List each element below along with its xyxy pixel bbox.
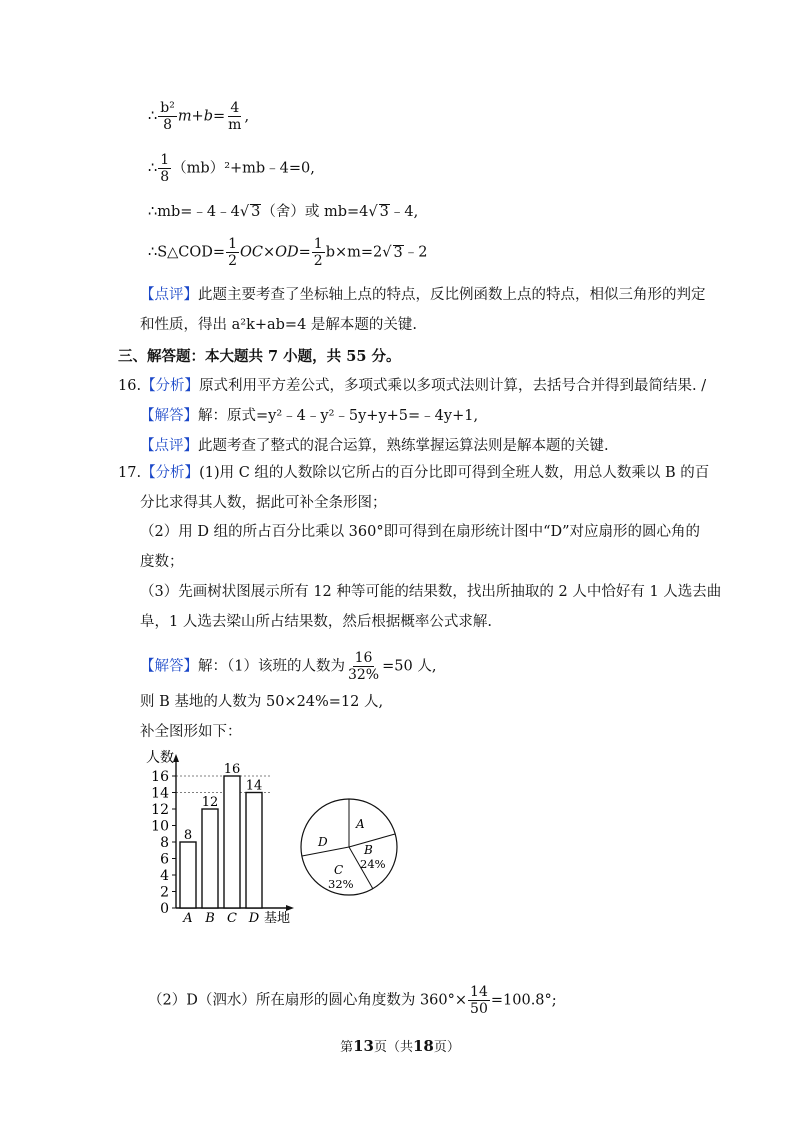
- sqrt-radicand: 3: [251, 204, 261, 220]
- answer-text: （2）D（泗水）所在扇形的圆心角度数为 360°×: [148, 992, 468, 1009]
- fraction: [312, 236, 325, 269]
- q17-analysis-6: 阜，1 人选去梁山所占结果数，然后根据概率公式求解.: [140, 614, 492, 630]
- fraction-denominator: 32%: [347, 667, 380, 683]
- pie-label-a: A: [356, 817, 365, 831]
- math-text: m+b=: [177, 108, 226, 125]
- fraction-denominator: 2: [228, 253, 237, 269]
- q17-analysis-3: （2）用 D 组的所占百分比乘以 360°即可得到在扇形统计图中“D”对应扇形的圆心角的: [140, 524, 701, 540]
- q16-comment: [140, 436, 609, 456]
- fraction-denominator: 8: [160, 169, 170, 185]
- fraction: [468, 984, 490, 1017]
- answer-text: 解：（1）该班的人数为: [198, 658, 345, 675]
- y-axis-label: 人数: [146, 750, 174, 766]
- fraction-numerator: 14: [470, 984, 488, 1000]
- q17-answer-1: [140, 650, 436, 683]
- fraction: [226, 236, 239, 269]
- answer-text: =100.8°;: [490, 992, 557, 1009]
- x-axis-label: 基地: [264, 911, 291, 926]
- y-tick-label: 4: [160, 868, 169, 884]
- fraction-denominator: m: [228, 117, 242, 133]
- comment-text: 此题主要考查了坐标轴上点的特点，反比例函数上点的特点，相似三角形的判定: [198, 287, 706, 303]
- x-tick-label: A: [183, 911, 193, 926]
- q17-analysis-2: 分比求得其人数，据此可补全条形图；: [140, 495, 387, 511]
- bar-value-label: 14: [245, 778, 263, 794]
- fraction-numerator: 4: [230, 100, 240, 116]
- q16-analysis: [118, 376, 706, 396]
- x-tick-label: B: [205, 911, 215, 926]
- therefore-symbol: ∴: [148, 108, 158, 125]
- bar-chart: [140, 748, 300, 926]
- comment-text: 此题考查了整式的混合运算，熟练掌握运算法则是解本题的关键.: [198, 438, 609, 454]
- fraction-denominator: 8: [163, 117, 172, 133]
- bar-value-label: 16: [223, 762, 241, 777]
- answer-text: =50 人,: [382, 658, 437, 675]
- math-text: （mb）²+mb﹣4=0,: [172, 160, 315, 177]
- fraction-numerator: 16: [354, 650, 373, 666]
- math-text: ,: [244, 108, 250, 125]
- fraction-numerator: 1: [228, 236, 237, 252]
- analysis-tag: 【分析】: [141, 465, 200, 481]
- bar-b: [202, 809, 218, 908]
- math-text: OC×OD=: [240, 244, 311, 261]
- q17-analysis-5: （3）先画树状图展示所有 12 种等可能的结果数，找出所抽取的 2 人中恰好有 1 人选去曲: [140, 584, 722, 600]
- answer-tag: 【解答】: [140, 408, 198, 424]
- math-text: ∴S△COD=: [148, 244, 226, 261]
- total-pages: 18: [413, 1037, 434, 1055]
- y-tick-label: 8: [160, 835, 169, 851]
- pie-label-b: B: [364, 843, 373, 857]
- x-tick-label: C: [227, 911, 237, 926]
- math-line-2: [148, 152, 315, 185]
- bars: [180, 762, 262, 908]
- q17-answer-4: [148, 984, 557, 1017]
- math-line-4: ∴S△COD= $\frac{1}{2}$ OC×OD= $\frac{1}{2}$ b×m=2√ 3﹣2: [148, 236, 428, 269]
- fraction: [346, 650, 381, 683]
- fraction-numerator: 1: [160, 152, 170, 168]
- section-heading: 三、解答题：本大题共 7 小题，共 55 分。: [118, 348, 401, 365]
- answer-text: 解：原式=y²﹣4﹣y²﹣5y+y+5=﹣4y+1,: [198, 408, 479, 424]
- math-text: ∴mb=﹣4﹣4: [148, 204, 240, 220]
- y-tick-label: 12: [151, 802, 169, 818]
- x-tick-label: D: [248, 911, 260, 926]
- comment-15-line-2: [140, 315, 417, 335]
- footer-text: 第: [340, 1040, 354, 1055]
- q17-analysis-4: 度数；: [140, 554, 184, 570]
- q16-answer: [140, 406, 478, 426]
- comment-tag: 【点评】: [140, 438, 198, 454]
- x-tick-labels: [182, 911, 259, 926]
- bar-c: [224, 776, 240, 908]
- fraction-numerator: 1: [313, 236, 323, 252]
- footer-text: 页）: [433, 1040, 460, 1055]
- pie-chart: [294, 792, 404, 902]
- sqrt-radicand: 3: [379, 204, 389, 220]
- comment-tag: 【点评】: [140, 287, 198, 303]
- footer-text: 页（共: [373, 1040, 413, 1055]
- fraction: [158, 100, 177, 133]
- math-text: ﹣4,: [389, 204, 419, 220]
- y-tick-label: 2: [160, 884, 169, 901]
- comment-15-line-1: [140, 285, 706, 305]
- page-footer: [0, 1036, 800, 1055]
- answer-tag: 【解答】: [140, 658, 198, 675]
- fraction: [226, 100, 243, 133]
- pie-label-d: D: [318, 835, 328, 849]
- fraction-denominator: 50: [470, 1001, 488, 1017]
- bar-value-label: 8: [183, 828, 193, 843]
- bar-a: [180, 842, 196, 908]
- y-tick-label: 16: [151, 769, 169, 785]
- question-number: 16.: [118, 378, 142, 394]
- comment-text: 和性质，得出 a²k+ab=4 是解本题的关键.: [140, 317, 418, 333]
- y-tick-label: 14: [151, 785, 169, 802]
- sqrt-radicand: 3: [393, 244, 403, 261]
- math-text: ﹣2: [403, 244, 428, 261]
- analysis-text: 原式利用平方差公式，多项式乘以多项式法则计算，去括号合并得到最简结果. /: [199, 378, 707, 394]
- therefore-symbol: ∴: [148, 160, 158, 177]
- q17-answer-2: 则 B 基地的人数为 50×24%=12 人,: [140, 694, 384, 710]
- analysis-tag: 【分析】: [141, 378, 200, 394]
- page-number: 13: [353, 1037, 374, 1055]
- analysis-text: (1)用 C 组的人数除以它所占的百分比即可得到全班人数，用总人数乘以 B 的百: [199, 465, 710, 481]
- fraction-denominator: 2: [313, 253, 323, 269]
- math-text: b×m=2: [325, 244, 383, 261]
- pie-percent-b: 24%: [360, 857, 386, 871]
- y-tick-label: 0: [160, 901, 169, 917]
- pie-percent-c: 32%: [328, 877, 354, 891]
- y-tick-label: 10: [151, 818, 169, 835]
- q17-analysis-1: [118, 463, 709, 483]
- math-line-1: [148, 100, 249, 133]
- y-tick-labels: [151, 769, 176, 917]
- y-tick-label: 6: [160, 851, 169, 868]
- fraction-numerator: b²: [160, 100, 175, 116]
- bar-value-label: 12: [201, 795, 219, 810]
- fraction: [158, 152, 171, 185]
- bar-d: [246, 793, 262, 909]
- math-text: （舍）或 mb=4: [261, 204, 369, 220]
- math-line-3: ∴mb=﹣4﹣4√ 3（舍）或 mb=4√ 3﹣4,: [148, 204, 419, 220]
- question-number: 17.: [118, 465, 142, 481]
- pie-label-c: C: [334, 863, 344, 877]
- q17-answer-3: 补全图形如下：: [140, 724, 242, 740]
